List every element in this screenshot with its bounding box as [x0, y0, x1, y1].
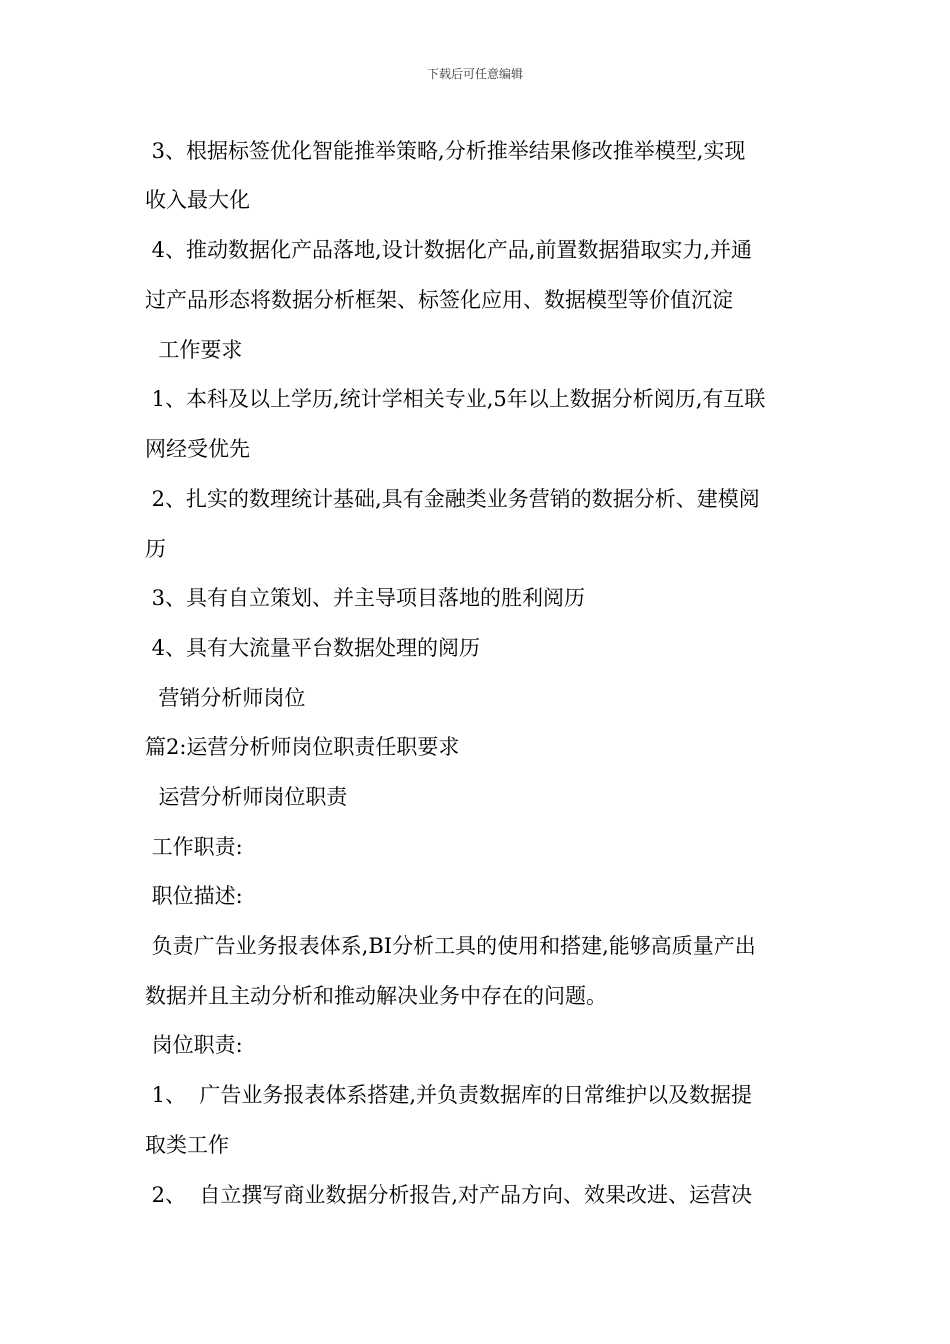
- text-line: 职位描述:: [145, 884, 243, 908]
- text-line: 收入最大化: [145, 188, 250, 212]
- text-line: 取类工作: [145, 1133, 229, 1157]
- text-line: 1、 广告业务报表体系搭建,并负责数据库的日常维护以及数据提: [145, 1083, 753, 1107]
- section-heading: 运营分析师岗位职责: [145, 785, 348, 809]
- page-header: 下载后可任意编辑: [426, 67, 523, 81]
- text-line: 工作职责:: [145, 835, 243, 859]
- text-line: 网经受优先: [145, 437, 250, 461]
- section-heading: 工作要求: [145, 338, 243, 362]
- text-line: 4、推动数据化产品落地,设计数据化产品,前置数据猎取实力,并通: [145, 238, 753, 262]
- article-title: 篇2:运营分析师岗位职责任职要求: [145, 735, 460, 759]
- text-line: 负责广告业务报表体系,BI分析工具的使用和搭建,能够高质量产出: [145, 934, 756, 958]
- text-line: 3、具有自立策划、并主导项目落地的胜利阅历: [145, 586, 586, 610]
- text-line: 历: [145, 537, 166, 561]
- text-line: 1、本科及以上学历,统计学相关专业,5年以上数据分析阅历,有互联: [145, 387, 766, 411]
- text-line: 岗位职责:: [145, 1033, 243, 1057]
- text-line: 4、具有大流量平台数据处理的阅历: [145, 636, 481, 660]
- text-line: 数据并且主动分析和推动解决业务中存在的问题。: [145, 984, 607, 1008]
- text-line: 过产品形态将数据分析框架、标签化应用、数据模型等价值沉淀: [145, 288, 733, 312]
- text-line: 2、 自立撰写商业数据分析报告,对产品方向、效果改进、运营决: [145, 1183, 753, 1207]
- section-heading: 营销分析师岗位: [145, 686, 306, 710]
- text-line: 3、根据标签优化智能推举策略,分析推举结果修改推举模型,实现: [145, 139, 746, 163]
- text-line: 2、扎实的数理统计基础,具有金融类业务营销的数据分析、建模阅: [145, 487, 760, 511]
